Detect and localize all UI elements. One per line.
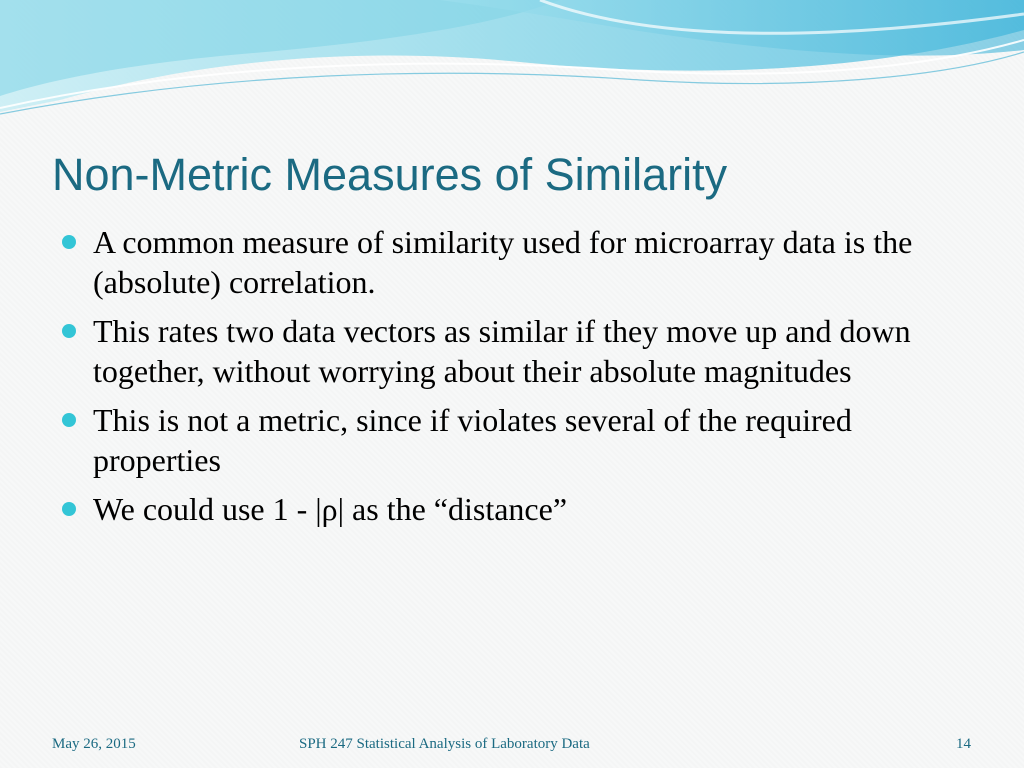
bullet-dot-icon [62, 324, 76, 338]
bullet-text: This rates two data vectors as similar if they move up and down together, without worrying about their absolute magnitudes [93, 313, 911, 389]
footer-page-number: 14 [956, 736, 971, 752]
bullet-text: This is not a metric, since if violates several of the required properties [93, 402, 852, 478]
bullet-dot-icon [62, 235, 76, 249]
footer-course-title: SPH 247 Statistical Analysis of Laboratory Data [299, 736, 590, 752]
slide-title: Non-Metric Measures of Similarity [52, 149, 728, 200]
header-wave-decoration [0, 0, 1024, 120]
bullet-item [60, 222, 960, 302]
bullet-dot-icon [62, 413, 76, 427]
bullet-item [60, 311, 960, 391]
bullet-item [60, 400, 960, 480]
bullet-item [60, 489, 960, 529]
bullet-list [60, 222, 960, 538]
footer-date: May 26, 2015 [52, 736, 136, 752]
bullet-text: We could use 1 - |ρ| as the “distance” [93, 491, 568, 527]
bullet-dot-icon [62, 502, 76, 516]
bullet-text: A common measure of similarity used for microarray data is the (absolute) correlation. [93, 224, 913, 300]
